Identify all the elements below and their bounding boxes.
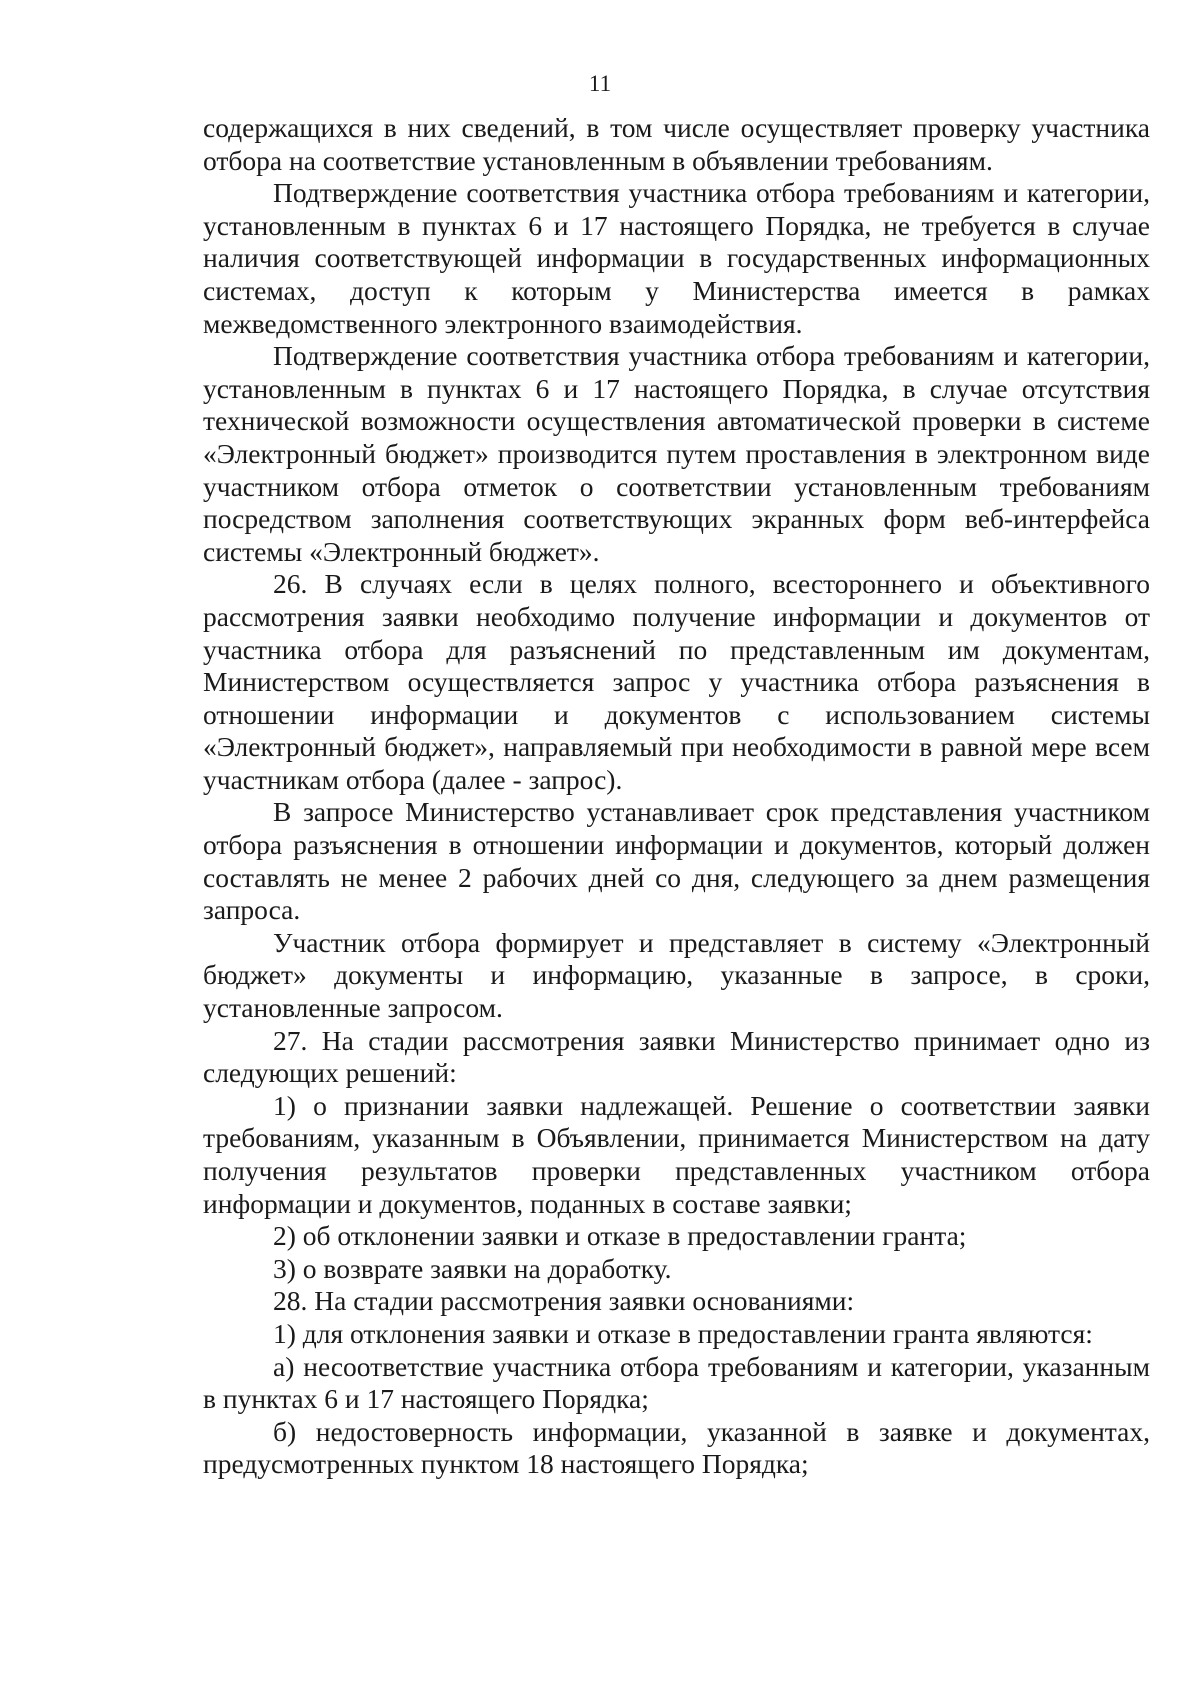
paragraph-27-item-2: 2) об отклонении заявки и отказе в предоставлении гранта; — [273, 1220, 967, 1252]
paragraph-28: 28. На стадии рассмотрения заявки основаниями: — [273, 1285, 855, 1317]
paragraph-continuation: содержащихся в них сведений, в том числе осуществляет проверку участника отбора на соответствие установленным в объявлении требованиям. — [203, 112, 1150, 176]
document-body — [203, 112, 1150, 1481]
paragraph-27-item-1: 1) о признании заявки надлежащей. Решение о соответствии заявки требованиям, указанным в Объявлении, принимается Министерством на дату получения результатов проверки представленных участником отбора информации и документов, поданных в составе заявки; — [203, 1089, 1150, 1219]
paragraph-27: 27. На стадии рассмотрения заявки Министерство принимает одно из следующих решений: — [203, 1024, 1150, 1089]
paragraph-confirmation-no-need: Подтверждение соответствия участника отбора требованиям и категории, установленным в пунктах 6 и 17 настоящего Порядка, не требуется в случае наличия соответствующей информации в государственных информационных системах, доступ к которым у Министерства имеется в рамках межведомственного электронного взаимодействия. — [203, 177, 1150, 339]
paragraph-28-item-b: б) недостоверность информации, указанной в заявке и документах, предусмотренных пунктом 18 настоящего Порядка; — [203, 1415, 1150, 1480]
paragraph-26: 26. В случаях если в целях полного, всестороннего и объективного рассмотрения заявки необходимо получение информации и документов от участника отбора для разъяснений по представленным им документам, Министерством осуществляется запрос у участника отбора разъяснения в отношении информации и документов с использованием системы «Электронный бюджет», направляемый при необходимости в равной мере всем участникам отбора (далее - запрос). — [203, 568, 1150, 795]
paragraph-participant-submits: Участник отбора формирует и представляет в систему «Электронный бюджет» документы и информацию, указанные в запросе, в сроки, установленные запросом. — [203, 926, 1150, 1024]
paragraph-28-item-a: а) несоответствие участника отбора требованиям и категории, указанным в пунктах 6 и 17 настоящего Порядка; — [203, 1350, 1150, 1415]
paragraph-28-item-1: 1) для отклонения заявки и отказе в предоставлении гранта являются: — [273, 1317, 1093, 1349]
page-number: 11 — [588, 71, 612, 96]
paragraph-confirmation-manual: Подтверждение соответствия участника отбора требованиям и категории, установленным в пунктах 6 и 17 настоящего Порядка, в случае отсутствия технической возможности осуществления автоматической проверки в системе «Электронный бюджет» производится путем проставления в электронном виде участником отбора отметок о соответствии установленным требованиям посредством заполнения соответствующих экранных форм веб-интерфейса системы «Электронный бюджет». — [203, 340, 1150, 567]
paragraph-request-term: В запросе Министерство устанавливает срок представления участником отбора разъяснения в отношении информации и документов, который должен составлять не менее 2 рабочих дней со дня, следующего за днем размещения запроса. — [203, 796, 1150, 926]
paragraph-27-item-3: 3) о возврате заявки на доработку. — [273, 1252, 672, 1284]
